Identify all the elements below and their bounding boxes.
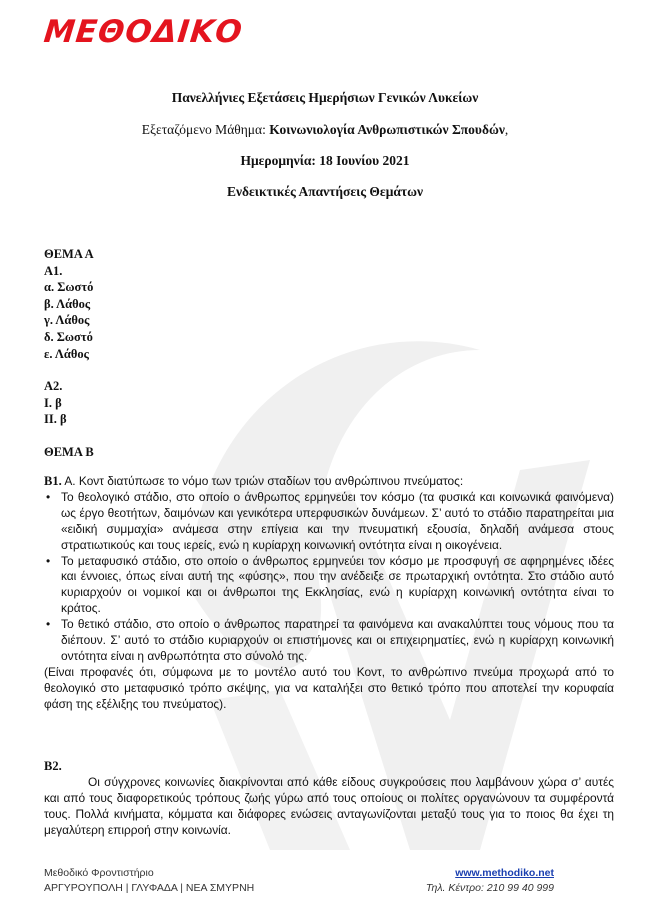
footer-locations: ΑΡΓΥΡΟΥΠΟΛΗ | ΓΛΥΦΑΔΑ | ΝΕΑ ΣΜΥΡΝΗ <box>44 882 255 894</box>
a1-answer: β. Λάθος <box>44 296 91 311</box>
exam-title: Πανελλήνιες Εξετάσεις Ημερήσιων Γενικών Λυκείων <box>171 90 479 105</box>
footer-left <box>44 866 254 896</box>
brand-logo: ΜΕΘΟΔΙΚΟ <box>42 14 245 50</box>
b1-block <box>44 474 614 713</box>
a1-answer: ε. Λάθος <box>44 346 89 361</box>
b1-intro: Α. Κοντ διατύπωσε το νόμο των τριών σταδίων του ανθρώπινου πνεύματος: <box>61 474 464 488</box>
b2-label: Β2. <box>44 759 62 773</box>
a1-label: Α1. <box>44 263 63 278</box>
website-link[interactable]: www.methodiko.net <box>455 867 554 879</box>
b2-text: Οι σύγχρονες κοινωνίες διακρίνονται από κάθε είδους συγκρούσεις που λαμβάνουν χώρα σ’ αυτές και από τους διαφορετικούς τρόπους ζωής γύρω από τους οποίους οι πολίτες οργανώνουν τα συμφέροντά τους. Πολλά κινήματα, κόμματα και διάφορες ενώσεις ανταγωνίζονται μεταξύ τους για το ποιος θα έχει τη μεγαλύτερη επιρροή στην κοινωνία. <box>44 775 614 837</box>
a1-answer: α. Σωστό <box>44 280 94 295</box>
b1-note: (Είναι προφανές ότι, σύμφωνα με το μοντέλο αυτό του Κοντ, το ανθρώπινο πνεύμα προχωρά από το θεολογικό στο μεταφυσικό τρόπο σκέψης, για να καταλήξει στο θετικό τρόπο που αποτελεί την κορυφαία φάση της εξέλιξης του πνεύματος). <box>44 664 614 711</box>
thema-b-title: ΘΕΜΑ Β <box>44 445 94 459</box>
a2-label: Α2. <box>44 379 63 393</box>
exam-subject <box>0 122 650 138</box>
b1-intro-line <box>44 474 614 490</box>
answers-title: Ενδεικτικές Απαντήσεις Θεμάτων <box>226 184 424 199</box>
footer-name: Μεθοδικό Φροντιστήριο <box>44 867 154 879</box>
footer-right <box>426 866 554 896</box>
subject-prefix: Εξεταζόμενο Μάθημα: <box>141 122 270 137</box>
a1-answer: γ. Λάθος <box>44 313 90 328</box>
stage-metaphysical: • Το μεταφυσικό στάδιο, στο οποίο ο άνθρωπος ερμηνεύει τον κόσμο με προσφυγή σε αφηρημένες ιδέες και έννοιες, όπως είναι αυτή της «φύσης», που την ανέδειξε σε πρωταρχική οντότητα. Στο στάδιο αυτό κυριαρχούν οι νομικοί και οι άνθρωποι της Εκκλησίας, ενώ η κυρίαρχη κοινωνική οντότητα είναι το κράτος. <box>44 554 614 618</box>
a2-answer: Ι. β <box>44 395 62 410</box>
footer-phone: Τηλ. Κέντρο: 210 99 40 999 <box>425 882 554 894</box>
a1-answer: δ. Σωστό <box>44 329 93 344</box>
exam-date: Ημερομηνία: 18 Ιουνίου 2021 <box>240 153 410 168</box>
subject-suffix: , <box>504 122 509 137</box>
a2-block <box>44 378 614 428</box>
stage-theological: • Το θεολογικό στάδιο, στο οποίο ο άνθρωπος ερμηνεύει τον κόσμο (τα φυσικά και κοινωνικά φαινόμενα) ως έργο θεοτήτων, δαιμόνων και γενικότερα υπερφυσικών δυνάμεων. Σ’ αυτό το στάδιο παρατηρείται μια «ειδική συμμαχία» ανάμεσα στην επίγεια και την πνευματική εξουσία, δηλαδή ανάμεσα στους στρατιωτικούς και τους ιερείς, ενώ η κυρίαρχη κοινωνική οντότητα είναι η οικογένεια. <box>44 490 614 554</box>
stage-positive: • Το θετικό στάδιο, στο οποίο ο άνθρωπος παρατηρεί τα φαινόμενα και ανακαλύπτει τους νόμους που τα διέπουν. Σ’ αυτό το στάδιο κυριαρχούν οι επιστήμονες και οι επιχειρηματίες, ενώ η κυρίαρχη κοινωνική οντότητα είναι η ανθρωπότητα στο σύνολό της. <box>44 617 614 665</box>
subject-name: Κοινωνιολογία Ανθρωπιστικών Σπουδών <box>269 122 505 137</box>
thema-a-block <box>44 246 614 362</box>
b1-label: Β1. <box>44 474 62 488</box>
a2-answer: ΙΙ. β <box>44 412 67 427</box>
thema-a-title: ΘΕΜΑ Α <box>44 247 94 261</box>
b1-stages-list <box>44 490 614 665</box>
